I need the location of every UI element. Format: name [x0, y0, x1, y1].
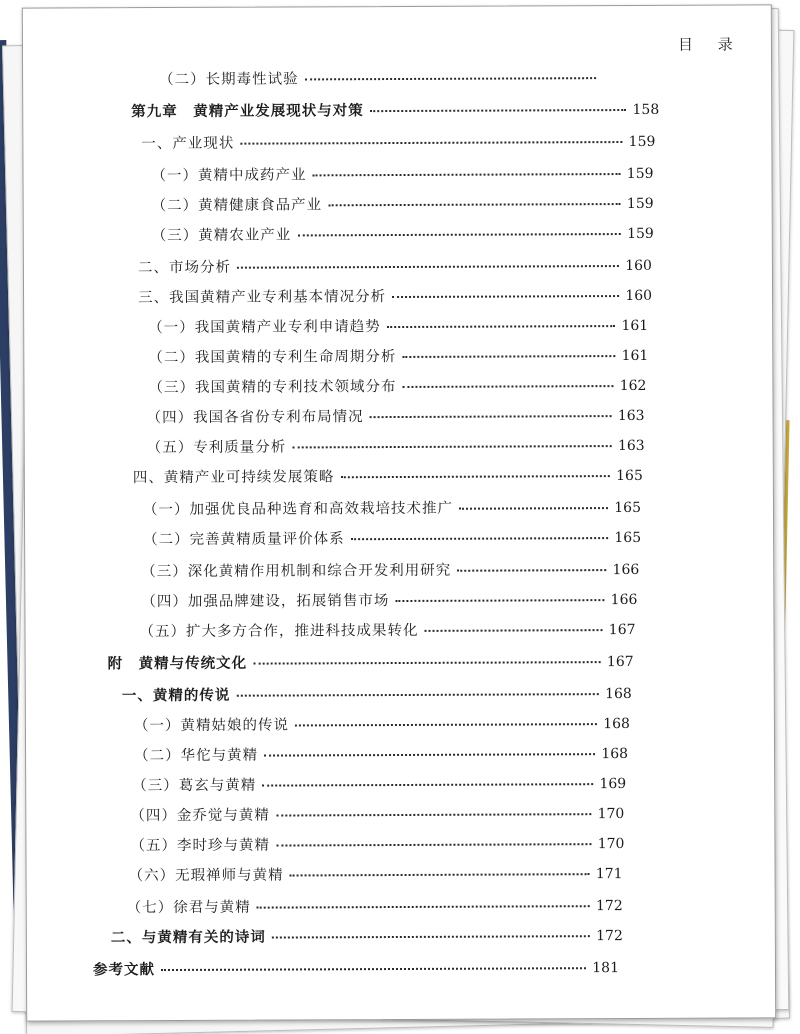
- toc-entry-page: 159: [626, 165, 654, 183]
- toc-entry-page: 161: [621, 347, 649, 365]
- leader-dots: [297, 233, 621, 236]
- toc-entry-page: 171: [595, 866, 623, 883]
- toc-entry-label: （一）黄精中成药产业: [151, 167, 307, 185]
- leader-dots: [402, 385, 613, 388]
- leader-dots: [237, 265, 619, 269]
- leader-dots: [253, 661, 601, 665]
- toc-entry[interactable]: [151, 162, 653, 185]
- toc-entry-label: （一）加强优良品种选育和高效栽培技术推广: [142, 500, 454, 519]
- toc-entry[interactable]: [141, 588, 637, 611]
- toc-entry-label: （四）加强品牌建设，拓展销售市场: [141, 593, 390, 611]
- toc-entry[interactable]: [138, 284, 652, 307]
- leader-dots: [292, 445, 612, 448]
- leader-dots: [351, 537, 609, 540]
- toc-entry-page: 168: [601, 746, 629, 763]
- toc-entry-page: 181: [592, 960, 620, 977]
- toc-entry[interactable]: [152, 222, 654, 245]
- toc-entry-label: 附 黄精与传统文化: [107, 654, 248, 673]
- leader-dots: [328, 203, 621, 206]
- toc-entry-page: 166: [610, 591, 638, 609]
- leader-dots: [313, 173, 621, 176]
- leader-dots: [370, 415, 612, 418]
- toc-entry[interactable]: [148, 314, 648, 337]
- toc-entry[interactable]: [143, 496, 641, 519]
- toc-entry-page: 168: [603, 715, 630, 733]
- toc-entry-label: 三、我国黄精产业专利基本情况分析: [138, 289, 387, 307]
- toc-entry[interactable]: [134, 742, 628, 765]
- toc-entry[interactable]: [143, 526, 641, 549]
- toc-entry[interactable]: [148, 374, 646, 397]
- leader-dots: [370, 109, 627, 112]
- toc-entry-page: 172: [596, 928, 623, 945]
- toc-entry-page: 165: [614, 499, 642, 517]
- toc-entry-label: （四）金乔觉与黄精: [130, 807, 270, 825]
- toc-entry[interactable]: [132, 772, 626, 795]
- leader-dots: [340, 475, 610, 478]
- toc-entry-page: 170: [597, 806, 625, 823]
- toc-entry-page: 168: [605, 685, 632, 703]
- toc-entry-label: （二）我国黄精的专利生命周期分析: [148, 349, 397, 367]
- toc-entry-label: （三）深化黄精作用机制和综合开发利用研究: [141, 562, 452, 581]
- toc-entry-label: 一、产业现状: [141, 135, 235, 153]
- toc-entry-page: 172: [595, 898, 623, 915]
- toc-entry-label: 第九章 黄精产业发展现状与对策: [131, 102, 364, 121]
- toc-entry-label: （二）华佗与黄精: [134, 747, 259, 765]
- toc-entry[interactable]: [141, 558, 639, 581]
- toc-entry-label: （五）扩大多方合作，推进科技成果转化: [139, 622, 419, 641]
- toc-entry-page: 163: [617, 437, 645, 455]
- toc-entry-page: 170: [597, 836, 625, 853]
- toc-entry-page: 159: [628, 133, 656, 150]
- leader-dots: [395, 599, 604, 602]
- toc-entry-label: 一、黄精的传说: [121, 686, 231, 705]
- toc-entry-label: （一）黄精姑娘的传说: [133, 717, 289, 735]
- toc-entry-label: （三）黄精农业产业: [151, 227, 292, 245]
- toc-entry[interactable]: [152, 192, 654, 215]
- toc-entry-page: 158: [632, 101, 660, 118]
- toc-entry-page: 159: [626, 195, 654, 213]
- toc-entry[interactable]: [138, 254, 652, 277]
- toc-entry-label: （二）黄精健康食品产业: [151, 197, 323, 215]
- leader-dots: [392, 295, 619, 298]
- leader-dots: [276, 843, 592, 846]
- toc-entry-label: （二）长期毒性试验: [159, 71, 299, 89]
- toc-entry[interactable]: [134, 712, 630, 735]
- toc-entry-label: （四）我国各省份专利布局情况: [146, 409, 364, 427]
- leader-dots: [459, 507, 608, 510]
- toc-entry[interactable]: [130, 832, 624, 855]
- toc-entry[interactable]: [122, 682, 632, 705]
- toc-entry-label: 二、市场分析: [137, 259, 231, 277]
- toc-entry[interactable]: [147, 434, 645, 457]
- leader-dots: [276, 813, 592, 816]
- toc-entry-label: 二、与黄精有关的诗词: [110, 928, 266, 947]
- toc-entry-page: 167: [606, 653, 634, 671]
- toc-entry[interactable]: [141, 130, 655, 153]
- toc-page: [22, 4, 776, 1021]
- toc-entry-label: （二）完善黄精质量评价体系: [143, 531, 345, 549]
- leader-dots: [262, 783, 593, 786]
- toc-entry[interactable]: [133, 464, 643, 487]
- toc-entry[interactable]: [93, 956, 619, 979]
- toc-entry-page: 163: [617, 407, 645, 425]
- leader-dots: [257, 905, 590, 908]
- toc-entry-page: 159: [627, 225, 654, 243]
- toc-entry-page: 165: [616, 467, 643, 485]
- toc-entry[interactable]: [129, 862, 623, 885]
- toc-entry-label: （五）专利质量分析: [146, 439, 287, 457]
- toc-entry[interactable]: [148, 344, 648, 367]
- leader-dots: [457, 569, 606, 572]
- toc-entry[interactable]: [139, 618, 635, 641]
- toc-entry-page: 160: [625, 287, 653, 305]
- toc-entry-label: （七）徐君与黄精: [126, 899, 251, 917]
- toc-entry-page: 169: [599, 776, 627, 793]
- toc-entry-page: 167: [608, 621, 636, 639]
- leader-dots: [240, 141, 622, 145]
- toc-entry-page: 160: [625, 257, 652, 275]
- leader-dots: [295, 723, 597, 726]
- leader-dots: [161, 967, 586, 971]
- toc-entry-page: 162: [619, 377, 647, 395]
- leader-dots: [425, 629, 603, 632]
- leader-dots: [272, 935, 590, 938]
- leader-dots: [236, 693, 599, 697]
- toc-entry[interactable]: [147, 404, 645, 427]
- leader-dots: [387, 325, 616, 328]
- leader-dots: [290, 873, 590, 876]
- toc-entry-chapter[interactable]: [131, 98, 659, 121]
- toc-entry[interactable]: [130, 802, 624, 825]
- toc-entry[interactable]: [111, 924, 623, 947]
- toc-entry-page: 161: [621, 317, 649, 335]
- toc-entry-label: 四、黄精产业可持续发展策略: [132, 469, 335, 487]
- toc-entry[interactable]: [159, 66, 629, 89]
- toc-entry-label: （六）无瑕禅师与黄精: [128, 867, 284, 885]
- leader-dots: [264, 753, 595, 756]
- toc-entry-label: （一）我国黄精产业专利申请趋势: [148, 319, 381, 337]
- toc-entry-label: （三）我国黄精的专利技术领域分布: [148, 379, 397, 397]
- toc-entry-appendix[interactable]: [108, 650, 634, 673]
- toc-entry-label: （三）葛玄与黄精: [132, 777, 257, 795]
- toc-entry-label: （五）李时珍与黄精: [130, 837, 270, 855]
- toc-entry-page: 166: [612, 561, 640, 579]
- leader-dots: [305, 77, 597, 80]
- toc-entry-page: 165: [614, 529, 642, 547]
- leader-dots: [402, 355, 615, 358]
- running-head: 目 录: [677, 35, 743, 54]
- toc-entry[interactable]: [127, 894, 623, 917]
- toc-entry-label: 参考文献: [92, 961, 156, 979]
